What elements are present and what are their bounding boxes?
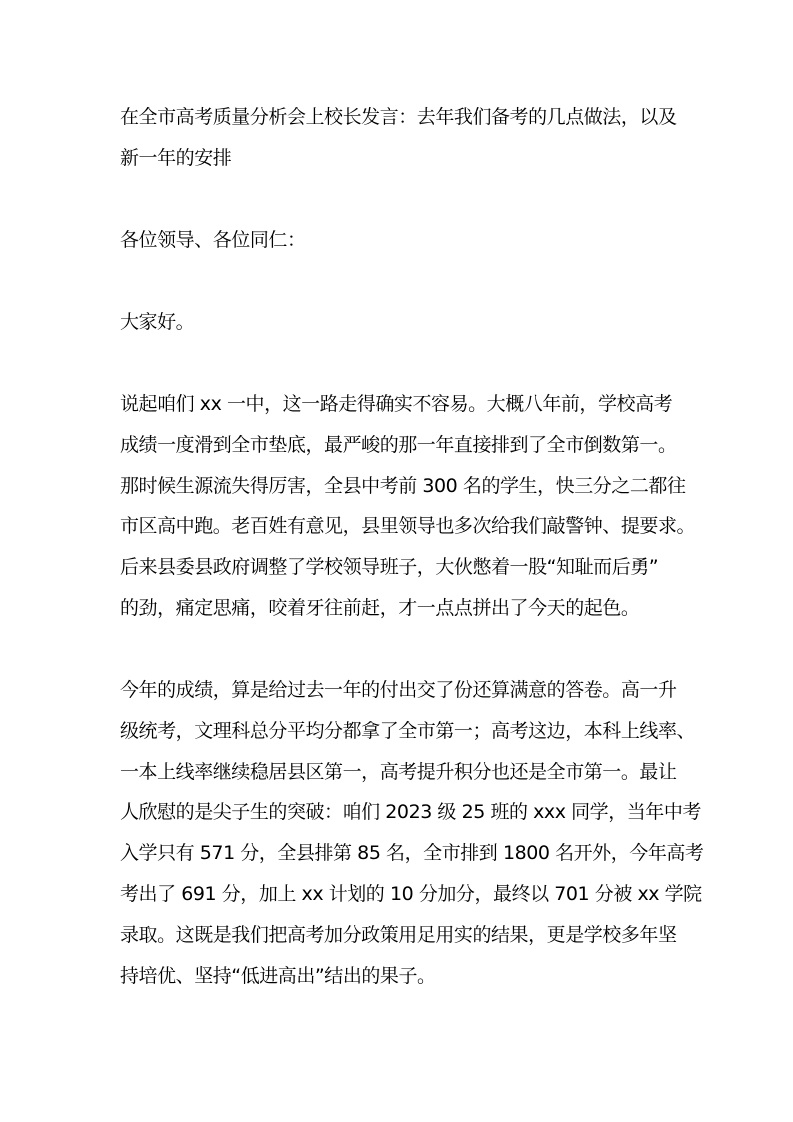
paragraph-line: 今年的成绩，算是给过去一年的付出交了份还算满意的答卷。高一升 bbox=[120, 679, 677, 701]
paragraph-history bbox=[120, 384, 696, 629]
greeting-line: 大家好。 bbox=[120, 311, 195, 333]
title-line: 在全市高考质量分析会上校长发言：去年我们备考的几点做法，以及 bbox=[120, 106, 677, 128]
paragraph-line: 级统考，文理科总分平均分都拿了全市第一；高考这边，本科上线率、 bbox=[120, 719, 696, 742]
salutation-line: 各位领导、各位同仁： bbox=[120, 229, 306, 251]
paragraph-line: 入学只有 571 分，全县排第 85 名，全市排到 1800 名开外，今年高考 bbox=[120, 842, 704, 865]
paragraph-line: 那时候生源流失得厉害，全县中考前 300 名的学生，快三分之二都往 bbox=[120, 474, 686, 497]
paragraph-line: 的劲，痛定思痛，咬着牙往前赶，才一点点拼出了今天的起色。 bbox=[120, 596, 640, 619]
paragraph-line: 录取。这既是我们把高考加分政策用足用实的结果，更是学校多年坚 bbox=[120, 923, 677, 946]
paragraph-line: 一本上线率继续稳居县区第一，高考提升积分也还是全市第一。最让 bbox=[120, 760, 677, 783]
greeting bbox=[120, 302, 680, 343]
paragraph-line: 说起咱们 xx 一中，这一路走得确实不容易。大概八年前，学校高考 bbox=[120, 393, 673, 415]
document-title bbox=[120, 97, 680, 179]
paragraph-line: 考出了 691 分，加上 xx 计划的 10 分加分，最终以 701 分被 xx 学院 bbox=[120, 882, 702, 905]
paragraph-line: 市区高中跑。老百姓有意见，县里领导也多次给我们敲警钟、提要求。 bbox=[120, 515, 696, 538]
paragraph-line: 人欣慰的是尖子生的突破：咱们 2023 级 25 班的 xxx 同学，当年中考 bbox=[120, 801, 701, 824]
title-line: 新一年的安排 bbox=[120, 146, 232, 169]
paragraph-line: 持培优、坚持“低进高出”结出的果子。 bbox=[120, 964, 436, 987]
paragraph-results bbox=[120, 670, 704, 996]
paragraph-line: 成绩一度滑到全市垫底，最严峻的那一年直接排到了全市倒数第一。 bbox=[120, 433, 677, 456]
paragraph-line: 后来县委县政府调整了学校领导班子，大伙憋着一股“知耻而后勇” bbox=[120, 556, 659, 579]
salutation bbox=[120, 220, 680, 261]
